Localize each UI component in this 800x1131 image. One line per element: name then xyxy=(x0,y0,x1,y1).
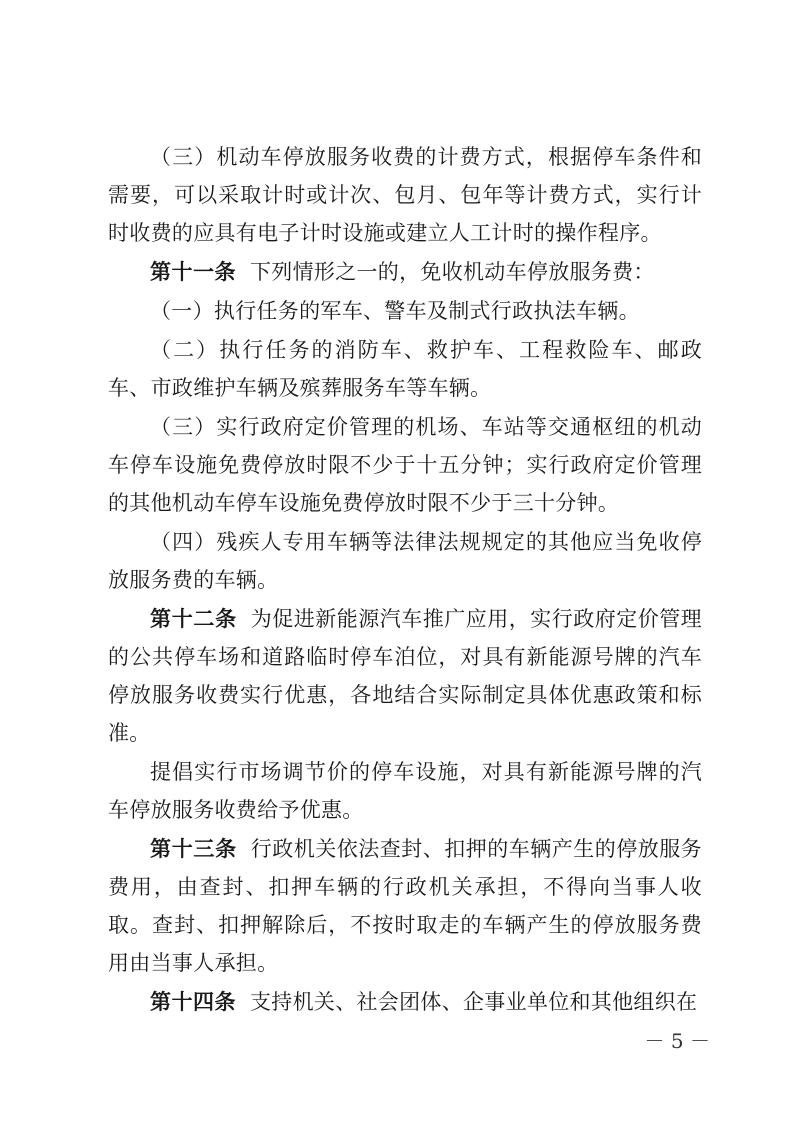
paragraph-4 xyxy=(108,331,702,407)
paragraph-8-text: 提倡实行市场调节价的停车设施，对具有新能源号牌的汽车停放服务收费给予优惠。 xyxy=(108,760,702,822)
article-14-heading: 第十四条 xyxy=(150,990,236,1014)
article-11-text: 下列情形之一的，免收机动车停放服务费： xyxy=(250,260,655,284)
paragraph-7 xyxy=(108,600,702,752)
page-number: － 5 － xyxy=(644,1029,710,1053)
article-13-text: 行政机关依法查封、扣押的车辆产生的停放服务费用，由查封、扣押车辆的行政机关承担，不得向当事人收取。查封、扣押解除后，不按时取走的车辆产生的停放服务费用由当事人承担。 xyxy=(108,837,702,975)
document-body xyxy=(108,138,702,1021)
paragraph-5-text: （三）实行政府定价管理的机场、车站等交通枢纽的机动车停车设施免费停放时限不少于十五分钟；实行政府定价管理的其他机动车停车设施免费停放时限不少于三十分钟。 xyxy=(108,415,702,515)
article-14-text: 支持机关、社会团体、企事业单位和其他组织在 xyxy=(250,990,698,1014)
article-12-heading: 第十二条 xyxy=(150,607,237,631)
paragraph-3-text: （一）执行任务的军车、警车及制式行政执法车辆。 xyxy=(150,299,640,323)
paragraph-6 xyxy=(108,523,702,599)
paragraph-8 xyxy=(108,753,702,829)
article-12-text: 为促进新能源汽车推广应用，实行政府定价管理的公共停车场和道路临时停车泊位，对具有新能源号牌的汽车停放服务收费实行优惠，各地结合实际制定具体优惠政策和标准。 xyxy=(108,607,702,745)
paragraph-1-text: （三）机动车停放服务收费的计费方式，根据停车条件和需要，可以采取计时或计次、包月、包年等计费方式，实行计时收费的应具有电子计时设施或建立人工计时的操作程序。 xyxy=(108,145,702,245)
paragraph-4-text: （二）执行任务的消防车、救护车、工程救险车、邮政车、市政维护车辆及殡葬服务车等车辆。 xyxy=(108,338,702,400)
paragraph-2 xyxy=(108,253,702,291)
paragraph-5 xyxy=(108,408,702,522)
paragraph-1 xyxy=(108,138,702,252)
paragraph-9 xyxy=(108,830,702,982)
article-13-heading: 第十三条 xyxy=(150,837,237,861)
paragraph-3 xyxy=(108,292,702,330)
paragraph-6-text: （四）残疾人专用车辆等法律法规规定的其他应当免收停放服务费的车辆。 xyxy=(108,530,702,592)
article-11-heading: 第十一条 xyxy=(150,260,236,284)
paragraph-10 xyxy=(108,983,702,1021)
